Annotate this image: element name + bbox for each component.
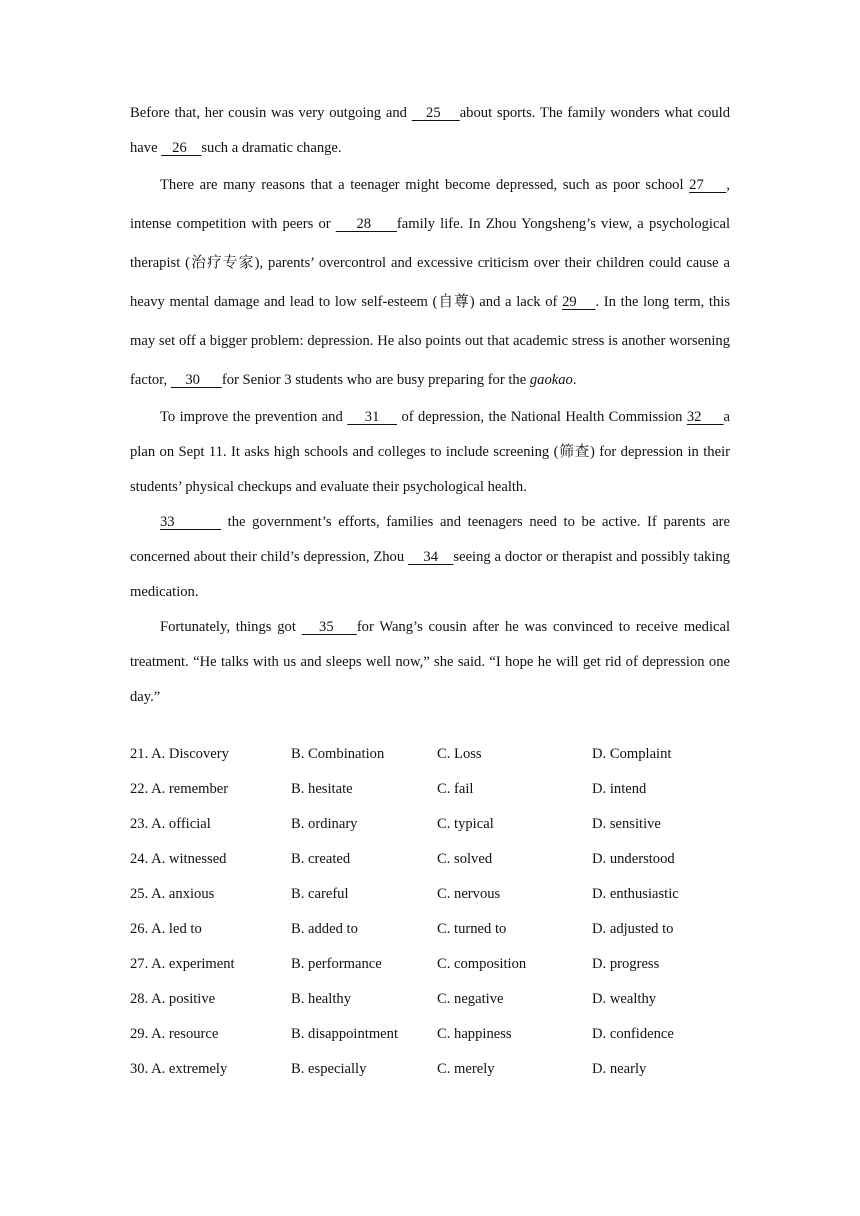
- option-b: B. performance: [291, 956, 382, 972]
- option-d: D. understood: [592, 851, 675, 867]
- blank-32: 32: [686, 409, 724, 425]
- option-row-25: [130, 877, 730, 912]
- blank-30: 30: [170, 372, 222, 388]
- option-a: 23. A. official: [130, 816, 211, 832]
- text: Before that, her cousin was very outgoing and: [130, 105, 412, 121]
- option-d: D. intend: [592, 781, 647, 797]
- option-a: 28. A. positive: [130, 991, 216, 1007]
- option-d: D. sensitive: [592, 816, 661, 832]
- option-d: D. progress: [592, 956, 660, 972]
- blank-35: 35: [301, 619, 357, 635]
- blank-29: 29: [562, 294, 596, 310]
- text: There are many reasons that a teenager might become depressed, such as poor school: [160, 177, 690, 193]
- blank-28: 28: [335, 216, 397, 232]
- passage: [130, 96, 730, 715]
- option-row-23: [130, 807, 730, 842]
- option-row-26: [130, 912, 730, 947]
- option-a: 27. A. experiment: [130, 956, 235, 972]
- option-a: 26. A. led to: [130, 921, 202, 937]
- option-c: C. merely: [437, 1061, 495, 1077]
- option-d: D. nearly: [592, 1061, 647, 1077]
- text: about sports. The family wonders what could have: [130, 105, 731, 156]
- text: for Wang’s cousin after he was convinced to receive medical treatment. “He talks with us and sleeps well now,” she said. “I hope he will get rid of depression one day.”: [130, 619, 731, 705]
- option-row-30: [130, 1052, 730, 1087]
- blank-27: 27: [689, 177, 727, 193]
- paragraph-2: [130, 166, 730, 400]
- option-a: 24. A. witnessed: [130, 851, 227, 867]
- text: Fortunately, things got: [160, 619, 302, 635]
- option-c: C. composition: [437, 956, 527, 972]
- text: seeing a doctor or therapist and possibly taking medication.: [130, 549, 731, 600]
- option-row-21: [130, 737, 730, 772]
- option-c: C. typical: [437, 816, 494, 832]
- option-c: C. turned to: [437, 921, 507, 937]
- text: To improve the prevention and: [160, 409, 348, 425]
- options-table: [130, 737, 730, 1087]
- option-b: B. added to: [291, 921, 358, 937]
- option-a: 22. A. remember: [130, 781, 229, 797]
- blank-26: 26: [161, 140, 202, 156]
- italic-term: gaokao: [529, 372, 573, 388]
- option-d: D. enthusiastic: [592, 886, 679, 902]
- blank-31: 31: [347, 409, 398, 425]
- option-c: C. Loss: [437, 746, 482, 762]
- blank-33: 33: [160, 514, 222, 530]
- paragraph-3: [130, 400, 730, 505]
- option-row-24: [130, 842, 730, 877]
- option-row-27: [130, 947, 730, 982]
- option-d: D. confidence: [592, 1026, 674, 1042]
- option-b: B. Combination: [291, 746, 385, 762]
- text: such a dramatic change.: [201, 140, 342, 156]
- option-d: D. adjusted to: [592, 921, 674, 937]
- blank-25: 25: [411, 105, 460, 121]
- option-c: C. fail: [437, 781, 474, 797]
- blank-34: 34: [408, 549, 454, 565]
- paragraph-4: [130, 505, 730, 610]
- option-d: D. wealthy: [592, 991, 657, 1007]
- option-b: B. healthy: [291, 991, 351, 1007]
- option-a: 21. A. Discovery: [130, 746, 229, 762]
- option-a: 29. A. resource: [130, 1026, 219, 1042]
- text: a plan on Sept 11. It asks high schools and colleges to include screening (筛查) for depression in their students’ physical checkups and evaluate their psychological health.: [130, 409, 730, 495]
- text: the government’s efforts, families and teenagers need to be active. If parents are concerned about their child’s depression, Zhou: [130, 514, 731, 565]
- option-row-29: [130, 1017, 730, 1052]
- text: .: [572, 372, 577, 388]
- text: , intense competition with peers or: [130, 177, 730, 232]
- option-c: C. happiness: [437, 1026, 512, 1042]
- option-row-22: [130, 772, 730, 807]
- option-c: C. solved: [437, 851, 493, 867]
- text: for Senior 3 students who are busy preparing for the: [221, 372, 530, 388]
- option-b: B. hesitate: [291, 781, 353, 797]
- text: . In the long term, this may set off a bigger problem: depression. He also points out that academic stress is another worsening factor,: [130, 294, 730, 388]
- option-a: 30. A. extremely: [130, 1061, 228, 1077]
- text: family life. In Zhou Yongsheng’s view, a psychological therapist (治疗专家), parents’ overcontrol and excessive criticism over their children could cause a heavy mental damage and lead to low self-esteem (自尊) and a lack of: [130, 216, 730, 310]
- option-b: B. especially: [291, 1061, 367, 1077]
- paragraph-1: [130, 96, 730, 166]
- option-b: B. created: [291, 851, 351, 867]
- option-d: D. Complaint: [592, 746, 672, 762]
- paragraph-5: [130, 610, 730, 715]
- text: of depression, the National Health Commission: [397, 409, 687, 425]
- option-c: C. negative: [437, 991, 504, 1007]
- option-row-28: [130, 982, 730, 1017]
- option-b: B. careful: [291, 886, 349, 902]
- option-a: 25. A. anxious: [130, 886, 215, 902]
- option-b: B. ordinary: [291, 816, 358, 832]
- option-b: B. disappointment: [291, 1026, 399, 1042]
- option-c: C. nervous: [437, 886, 501, 902]
